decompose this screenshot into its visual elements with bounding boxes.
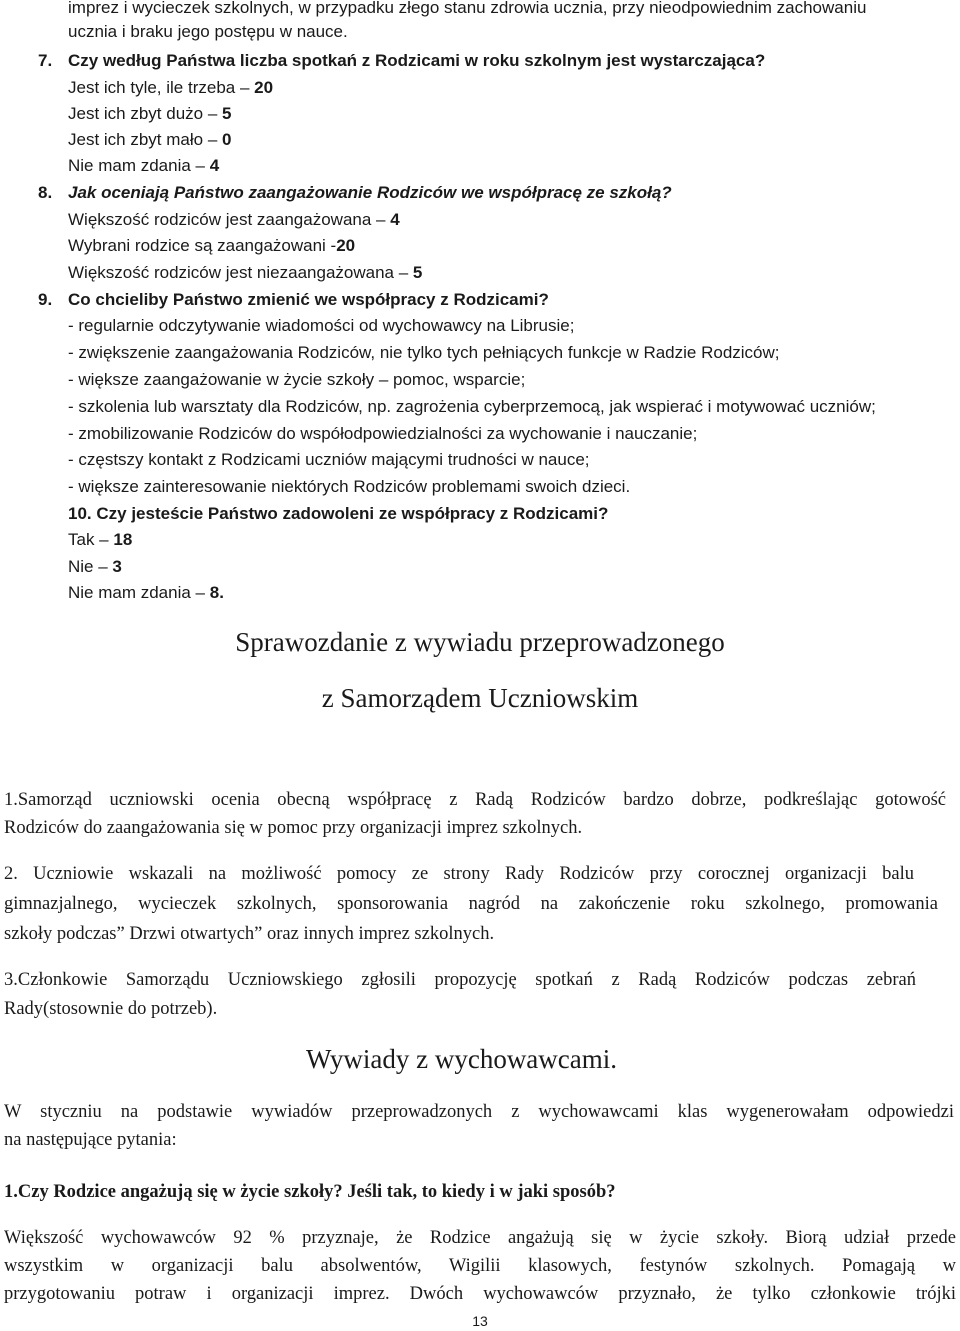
q9-item-1: - regularnie odczytywanie wiadomości od wychowawcy na Librusie; (68, 316, 575, 335)
q9-number: 9. (38, 290, 53, 309)
q8-answer-1: Większość rodziców jest zaangażowana – 4 (68, 210, 400, 229)
report-point-3-line-1: 3.Członkowie Samorządu Uczniowskiego zgłosili propozycję spotkań z Radą Rodziców podczas zebrań (4, 970, 916, 990)
report-point-1-line-1: 1.Samorząd uczniowski ocenia obecną współpracę z Radą Rodziców bardzo dobrze, podkreślając gotowość (4, 790, 946, 810)
interviews-answer-1-line-1: Większość wychowawców 92 % przyznaje, że Rodzice angażują się w życie szkoły. Biorą udział przede (4, 1228, 956, 1248)
report-heading-line-1: Sprawozdanie z wywiadu przeprowadzonego (235, 627, 725, 657)
q9-item-6: - częstszy kontakt z Rodzicami uczniów mającymi trudności w nauce; (68, 450, 590, 469)
q10-question: 10. Czy jesteście Państwo zadowoleni ze współpracy z Rodzicami? (68, 504, 609, 523)
q10-answer-1: Tak – 18 (68, 530, 133, 549)
q8-answer-3: Większość rodziców jest niezaangażowana – 5 (68, 263, 423, 282)
report-point-2-line-2: gimnazjalnego, wycieczek szkolnych, sponsorowania nagród na zakończenie roku szkolnego, promowania (4, 894, 938, 914)
q9-item-3: - większe zaangażowanie w życie szkoły – pomoc, wsparcie; (68, 370, 526, 389)
report-point-2-line-1: 2. Uczniowie wskazali na możliwość pomocy ze strony Rady Rodziców przy corocznej organizacji balu (4, 864, 914, 884)
q9-item-4: - szkolenia lub warsztaty dla Rodziców, np. zagrożenia cyberprzemocą, jak wspierać i motywować uczniów; (68, 397, 876, 416)
q9-item-5: - zmobilizowanie Rodziców do współodpowiedzialności za wychowanie i nauczanie; (68, 424, 698, 443)
interviews-intro-line-1: W styczniu na podstawie wywiadów przeprowadzonych z wychowawcami klas wygenerowałam odpowiedzi (4, 1102, 954, 1122)
interviews-heading: Wywiady z wychowawcami. (306, 1044, 618, 1074)
interviews-answer-1-line-2: wszystkim w organizacji balu absolwentów, Wigilii klasowych, festynów szkolnych. Pomagają w (4, 1256, 956, 1276)
q7-number: 7. (38, 51, 53, 70)
q9-item-2: - zwiększenie zaangażowania Rodziców, nie tylko tych pełniących funkcje w Radzie Rodziców; (68, 343, 780, 362)
q10-answer-3: Nie mam zdania – 8. (68, 583, 224, 602)
page-number: 13 (472, 1313, 488, 1329)
intro-line-2: ucznia i braku jego postępu w nauce. (68, 22, 348, 41)
report-heading-line-2: z Samorządem Uczniowskim (321, 683, 639, 713)
q9-item-7: - większe zainteresowanie niektórych Rodziców problemami swoich dzieci. (68, 477, 631, 496)
interviews-question-1: 1.Czy Rodzice angażują się w życie szkoły? Jeśli tak, to kiedy i w jaki sposób? (4, 1182, 616, 1202)
q7-answer-1: Jest ich tyle, ile trzeba – 20 (68, 78, 274, 97)
q8-question: Jak oceniają Państwo zaangażowanie Rodziców we współpracę ze szkołą? (68, 183, 672, 202)
q7-answer-3: Jest ich zbyt mało – 0 (68, 130, 232, 149)
q7-answer-2: Jest ich zbyt dużo – 5 (68, 104, 232, 123)
intro-line-1: imprez i wycieczek szkolnych, w przypadku złego stanu zdrowia ucznia, przy nieodpowiednim zachowaniu (68, 0, 867, 17)
q7-question: Czy według Państwa liczba spotkań z Rodzicami w roku szkolnym jest wystarczająca? (68, 51, 766, 70)
interviews-intro-line-2: na następujące pytania: (4, 1130, 177, 1150)
interviews-answer-1-line-3: przygotowaniu potraw i organizacji imprez. Dwóch wychowawców przyznało, że tylko członkowie trójki (4, 1284, 956, 1304)
report-point-3-line-2: Rady(stosownie do potrzeb). (4, 999, 218, 1019)
q8-number: 8. (38, 183, 53, 202)
q9-question: Co chcieliby Państwo zmienić we współpracy z Rodzicami? (68, 290, 549, 309)
q10-answer-2: Nie – 3 (68, 557, 122, 576)
q7-answer-4: Nie mam zdania – 4 (68, 156, 220, 175)
report-point-1-line-2: Rodziców do zaangażowania się w pomoc przy organizacji imprez szkolnych. (4, 818, 583, 838)
report-point-2-line-3: szkoły podczas” Drzwi otwartych” oraz innych imprez szkolnych. (4, 924, 495, 944)
q8-answer-2: Wybrani rodzice są zaangażowani -20 (68, 236, 356, 255)
